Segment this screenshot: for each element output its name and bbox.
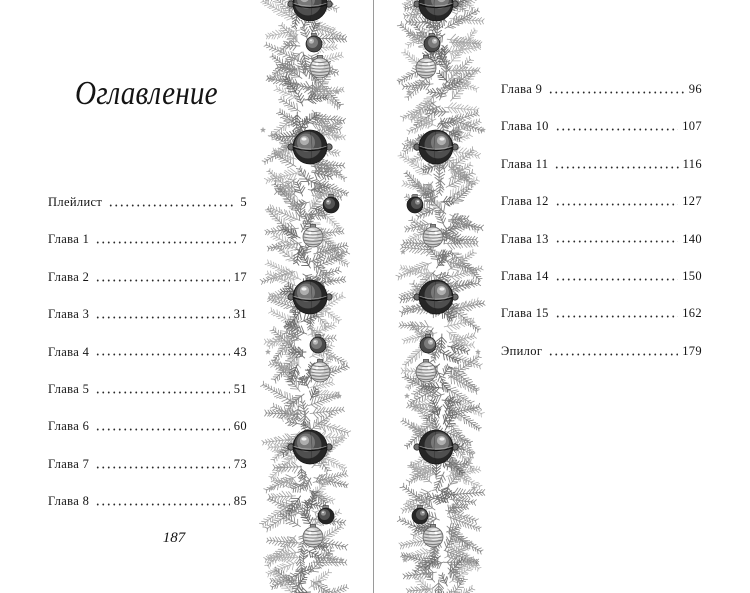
dot-leader (95, 418, 230, 434)
dot-leader (95, 269, 230, 285)
toc-entry (48, 418, 247, 434)
toc-entry (501, 305, 702, 321)
toc-entry-page-number: 150 (682, 268, 702, 283)
toc-entry (501, 118, 702, 134)
toc-entry-label: Глава 1 (48, 232, 90, 247)
toc-entry-page-number: 96 (688, 82, 702, 96)
toc-list-left (48, 194, 247, 531)
left-page (0, 0, 373, 593)
toc-entry (501, 268, 702, 284)
dot-leader (95, 344, 230, 360)
toc-entry-label: Глава 12 (501, 194, 549, 209)
toc-entry-label: Эпилог (501, 343, 543, 358)
toc-entry-label: Глава 7 (48, 456, 90, 471)
dot-leader (95, 456, 230, 472)
dot-leader (95, 231, 236, 247)
dot-leader (554, 156, 678, 172)
dot-leader (555, 305, 678, 321)
toc-entry-label: Плейлист (48, 195, 103, 209)
toc-entry (48, 269, 247, 285)
toc-entry-label: Глава 6 (48, 419, 90, 434)
toc-entry (48, 306, 247, 322)
toc-entry-label: Глава 2 (48, 269, 90, 284)
toc-entry (48, 381, 247, 397)
toc-entry (501, 156, 702, 172)
toc-list-right (501, 81, 702, 380)
toc-entry (501, 81, 702, 97)
toc-entry-page-number: 116 (682, 156, 702, 171)
toc-entry-label: Глава 3 (48, 307, 90, 322)
dot-leader (108, 194, 236, 210)
dot-leader (95, 381, 230, 397)
toc-entry-label: Глава 10 (501, 119, 549, 134)
toc-entry-label: Глава 13 (501, 231, 549, 246)
toc-entry (48, 194, 247, 210)
toc-entry-label: Глава 15 (501, 306, 549, 321)
dot-leader (555, 193, 678, 209)
toc-title: Оглавление (75, 75, 218, 112)
toc-entry (48, 231, 247, 247)
toc-entry-label: Глава 5 (48, 381, 90, 396)
toc-entry-page-number: 73 (233, 456, 247, 471)
toc-entry (501, 343, 702, 359)
toc-entry-page-number: 162 (682, 306, 702, 321)
toc-entry (48, 344, 247, 360)
toc-entry-label: Глава 9 (501, 82, 543, 96)
toc-entry-page-number: 179 (682, 343, 702, 358)
dot-leader (548, 81, 685, 97)
toc-entry (48, 456, 247, 472)
toc-entry-page-number: 7 (240, 232, 247, 247)
toc-entry-label: Глава 14 (501, 268, 549, 283)
toc-entry-page-number: 5 (240, 195, 247, 209)
dot-leader (555, 118, 678, 134)
right-page (374, 0, 750, 593)
toc-entry-label: Глава 8 (48, 494, 90, 509)
toc-entry-page-number: 85 (233, 494, 247, 509)
dot-leader (548, 343, 678, 359)
dot-leader (95, 306, 230, 322)
toc-entry-page-number: 127 (682, 194, 702, 209)
folio-page-number: 187 (162, 530, 186, 546)
toc-entry (501, 231, 702, 247)
toc-entry (48, 493, 247, 509)
dot-leader (555, 268, 678, 284)
toc-entry-page-number: 17 (233, 269, 247, 284)
toc-entry-page-number: 31 (233, 307, 247, 322)
toc-entry-label: Глава 4 (48, 344, 90, 359)
dot-leader (95, 493, 230, 509)
dot-leader (555, 231, 678, 247)
toc-entry-page-number: 43 (233, 344, 247, 359)
toc-entry-page-number: 140 (682, 231, 702, 246)
toc-entry-label: Глава 11 (501, 156, 549, 171)
toc-entry-page-number: 60 (233, 419, 247, 434)
toc-entry-page-number: 51 (233, 381, 247, 396)
toc-entry (501, 193, 702, 209)
toc-entry-page-number: 107 (682, 119, 702, 134)
